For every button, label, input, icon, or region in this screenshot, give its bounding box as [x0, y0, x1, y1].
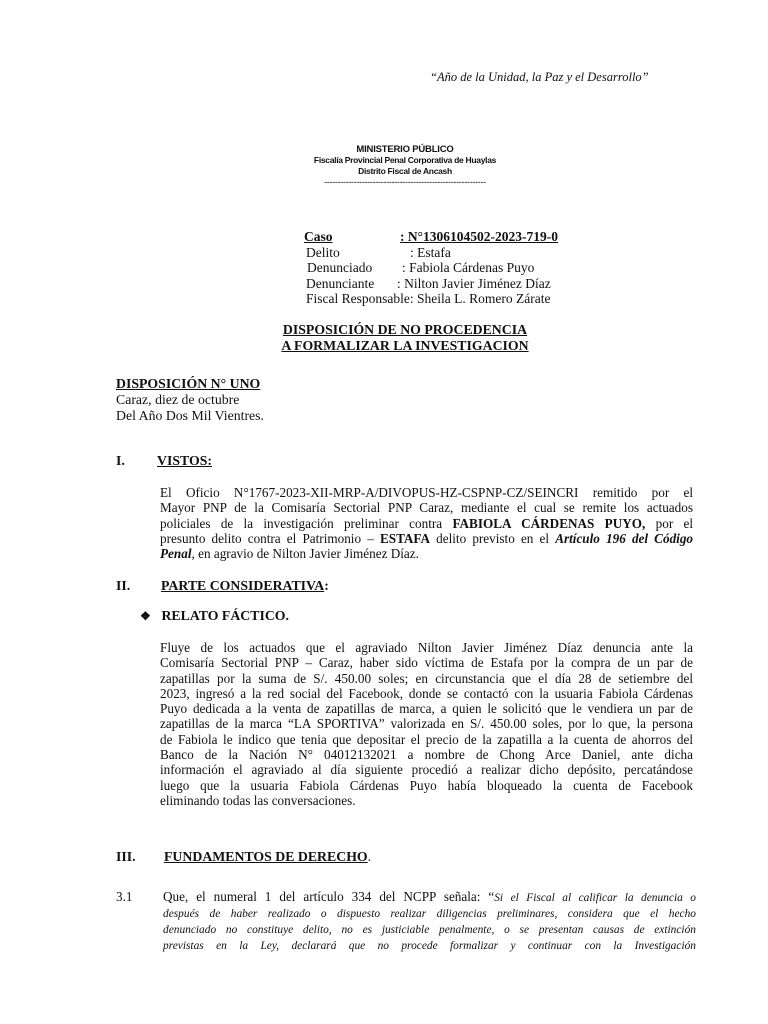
- header-separator: ------------------------------------------------------------: [324, 177, 486, 187]
- paragraph-line: zapatillas de la marca “LA SPORTIVA” valorizada en S/. 450.00 soles, por lo que, la persona: [160, 716, 693, 732]
- crime-label: Delito: [306, 244, 340, 260]
- office-name: Fiscalía Provincial Penal Corporativa de Huaylas: [313, 155, 497, 165]
- institution-name: MINISTERIO PÚBLICO: [356, 144, 454, 155]
- paragraph-line: Comisaría Sectorial PNP – Caraz, haber sido víctima de Estafa por la compra de un par de: [160, 655, 693, 671]
- item-number: 3.1: [116, 889, 133, 904]
- legal-article: Artículo 196 del Código: [555, 530, 694, 546]
- paragraph-line: Fluye de los actuados que el agraviado Nilton Javier Jiménez Díaz denuncia ante la: [160, 640, 693, 655]
- prosecutor-value: : Sheila L. Romero Zárate: [409, 291, 551, 306]
- item-body: [163, 889, 696, 954]
- prosecutor-label: Fiscal Responsable: [306, 291, 410, 306]
- crime-row: [304, 245, 558, 261]
- subsection-title: RELATO FÁCTICO.: [161, 608, 289, 623]
- paragraph-line: [163, 889, 696, 906]
- quote-line: previstas en la Ley, declarará que no procede formalizar y continuar con la Investigación: [163, 940, 696, 952]
- paragraph-line: El Oficio N°1767-2023-XII-MRP-A/DIVOPUS-HZ-CSPNP-CZ/SEINCRI remitido por el: [160, 485, 693, 500]
- case-label: Caso: [304, 229, 333, 244]
- quote-line: denunciado no constituye delito, no es justiciable penalmente, o se presentan causas de extinción: [163, 924, 696, 936]
- crime-value: : Estafa: [410, 244, 451, 260]
- prosecutor-row: [304, 291, 558, 307]
- section-title: VISTOS:: [157, 453, 212, 468]
- paragraph-line: Mayor PNP de la Comisaría Sectorial PNP Caraz, mediante el cual se remite los actuados: [160, 500, 693, 516]
- year-motto: “Año de la Unidad, la Paz y el Desarrollo”: [430, 70, 649, 84]
- case-number: : N°1306104502-2023-719-0: [400, 229, 559, 244]
- item-quote: Si el Fiscal al calificar la denuncia o: [494, 892, 696, 904]
- disposition-year: Del Año Dos Mil Vientres.: [116, 408, 264, 423]
- paragraph-line: de Fabiola le indico que tenia que depositar el precio de la zapatilla a la cuenta de ahorros del: [160, 731, 693, 747]
- item-lead: Que, el numeral 1 del artículo 334 del NCPP señala: “: [163, 889, 495, 904]
- section-title: FUNDAMENTOS DE DERECHO: [164, 849, 368, 864]
- disposition-number-block: [116, 376, 264, 424]
- case-row: [304, 229, 558, 245]
- crime-name: ESTAFA: [379, 530, 431, 546]
- accused-row: [304, 260, 558, 276]
- paragraph-line: eliminando todas las conversaciones.: [160, 792, 356, 808]
- section-title: PARTE CONSIDERATIVA: [161, 578, 325, 593]
- legal-code: Penal: [160, 546, 192, 562]
- complainant-value: : Nilton Javier Jiménez Díaz: [397, 275, 551, 291]
- complainant-row: [304, 276, 558, 292]
- paragraph-line: 2023, ingresó a la red social del Facebook, donde se contactó con la usuaria Fabiola Cárdenas: [160, 685, 693, 701]
- paragraph-line: Puyo dedicada a la venta de zapatillas de marca, a quien le solicitó que le vendiera un par de: [160, 701, 693, 717]
- accused-label: Denunciado: [307, 260, 373, 275]
- institution-header: [260, 144, 550, 188]
- relato-paragraph: [160, 640, 693, 808]
- diamond-bullet-icon: ❖: [140, 609, 151, 623]
- section-title-period: .: [367, 849, 372, 864]
- quote-line: después de haber realizado o dispuesto realizar diligencias preliminares, considera que el hecho: [163, 908, 696, 920]
- disposition-number: DISPOSICIÓN N° UNO: [116, 376, 261, 391]
- accused-name: FABIOLA CÁRDENAS PUYO,: [452, 515, 646, 531]
- paragraph-line: luego que la usuaria Fabiola Cárdenas Puyo había bloqueado la cuenta de Facebook: [160, 777, 693, 793]
- disposition-title-line-2: A FORMALIZAR LA INVESTIGACION: [281, 338, 529, 353]
- accused-value: : Fabiola Cárdenas Puyo: [402, 260, 535, 275]
- section-number: III.: [116, 849, 136, 864]
- district-name: Distrito Fiscal de Ancash: [358, 166, 452, 176]
- subsection-relato: [140, 608, 289, 624]
- case-info-block: [304, 229, 558, 307]
- paragraph-line: Penal, en agravio de Nilton Javier Jiménez Díaz.: [160, 546, 419, 562]
- section-title-colon: :: [324, 578, 329, 593]
- paragraph-line: presunto delito contra el Patrimonio – ESTAFA delito previsto en el Artículo 196 del Código: [160, 530, 694, 546]
- section-number: I.: [116, 453, 125, 468]
- paragraph-line: policiales de la investigación preliminar contra FABIOLA CÁRDENAS PUYO, por el: [160, 515, 694, 531]
- section-number: II.: [116, 578, 131, 593]
- paragraph-line: información el agraviado al día siguiente procedió a realizar dicho depósito, percatándose: [160, 762, 693, 778]
- disposition-place-date: Caraz, diez de octubre: [116, 392, 240, 407]
- disposition-title-line-1: DISPOSICIÓN DE NO PROCEDENCIA: [282, 322, 528, 337]
- disposition-title: [200, 322, 610, 354]
- paragraph-line: zapatillas por la suma de S/. 450.00 soles; en circunstancia que el día 28 de setiembre del: [160, 670, 693, 686]
- paragraph-line: Banco de la Nación N° 04012132021 a nombre de Chong Arce Daniel, ante dicha: [160, 747, 693, 763]
- complainant-label: Denunciante: [306, 275, 375, 291]
- vistos-paragraph: [160, 485, 693, 561]
